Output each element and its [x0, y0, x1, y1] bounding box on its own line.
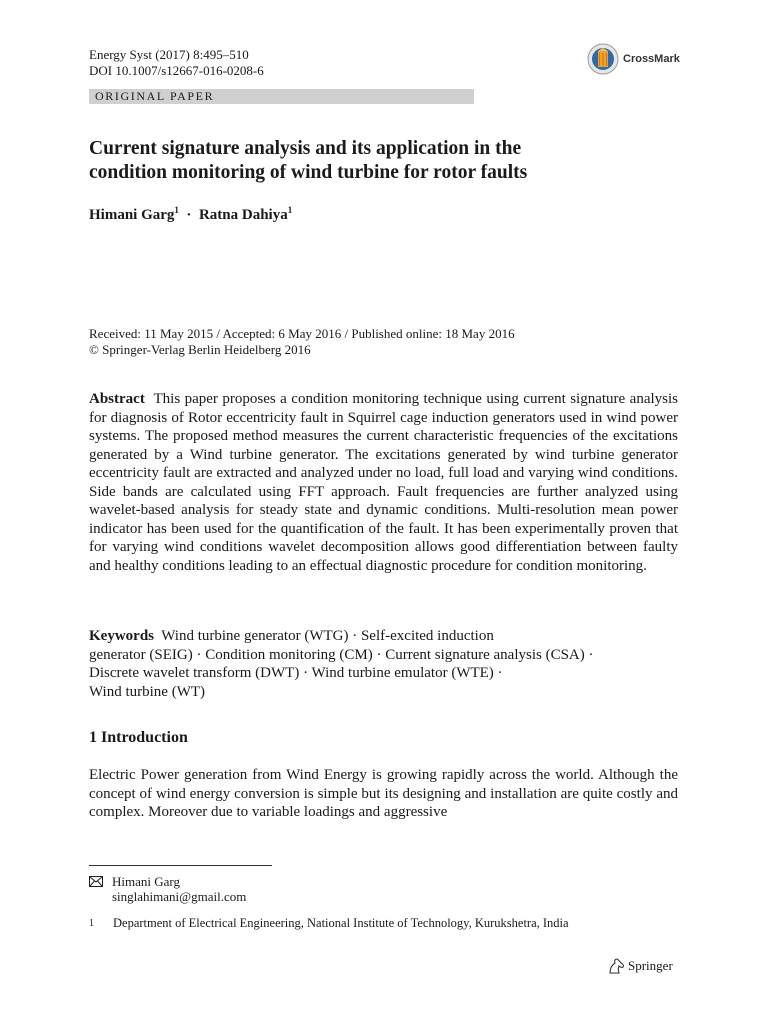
author-name[interactable]: Ratna Dahiya [198, 207, 288, 223]
section-heading-introduction: 1 Introduction [89, 729, 188, 746]
journal-citation: Energy Syst (2017) 8:495–510 [89, 47, 249, 62]
title-line-2: condition monitoring of wind turbine for rotor faults [89, 162, 528, 183]
keywords-label: Keywords [89, 628, 154, 644]
keywords-line: Wind turbine (WT) [89, 683, 206, 700]
abstract [89, 390, 678, 575]
author-affiliation-mark: 1 [287, 205, 293, 215]
affiliation-number: 1 [89, 918, 94, 929]
footnote-divider [89, 865, 272, 866]
crossmark-badge[interactable] [587, 43, 680, 75]
introduction-text: Electric Power generation from Wind Energy is growing rapidly across the world. Although the concept of wind energy conversion is simple but its designing and installation are quite costly and complex. Moreover due to variable loadings and aggressive [89, 767, 678, 820]
abstract-text: This paper proposes a condition monitoring technique using current signature analysis for diagnosis of Rotor eccentricity fault in Squirrel cage induction generators used in wind power systems. The proposed method measures the current characteristic frequencies of the excitations generated by a Wind turbine generator. The excitations generated by wind turbine generator eccentricity fault are extracted and analyzed under no load, full load and varying wind conditions. Side bands are calculated using FFT approach. Fault frequencies are further analyzed using wavelet-based analysis for steady state and dynamic conditions. Multi-resolution mean power indicator has been used for the quantification of the fault. It has been experimentally proven that for varying wind conditions wavelet decomposition allows good differentiation between faulty and healthy conditions leading to an effectual diagnostic procedure for condition monitoring. [89, 391, 678, 574]
crossmark-icon [587, 43, 619, 75]
publisher-name: Springer [628, 958, 673, 973]
correspondent-email[interactable]: singlahimani@gmail.com [112, 889, 247, 904]
correspondence [89, 874, 246, 904]
keywords-line: Discrete wavelet transform (DWT) · Wind turbine emulator (WTE) · [89, 665, 503, 681]
author-affiliation-mark: 1 [174, 205, 179, 215]
affiliation [89, 916, 569, 931]
author-separator: · [186, 207, 192, 223]
title-line-1: Current signature analysis and its application in the [89, 138, 522, 159]
keywords [89, 627, 678, 701]
author-list [89, 205, 292, 224]
section-label: ORIGINAL PAPER [89, 89, 474, 104]
abstract-label: Abstract [89, 391, 145, 407]
keywords-line: Wind turbine generator (WTG) · Self-excited induction [161, 628, 494, 644]
paper-title [89, 137, 699, 185]
envelope-icon [89, 876, 103, 887]
author-name[interactable]: Himani Garg [89, 207, 175, 223]
journal-meta [89, 47, 264, 79]
affiliation-text: Department of Electrical Engineering, National Institute of Technology, Kurukshetra, India [113, 916, 569, 930]
doi[interactable]: DOI 10.1007/s12667-016-0208-6 [89, 63, 264, 78]
publication-dates [89, 326, 515, 358]
crossmark-label: CrossMark [623, 53, 680, 65]
history-dates: Received: 11 May 2015 / Accepted: 6 May 2016 / Published online: 18 May 2016 [89, 326, 515, 341]
correspondent-name: Himani Garg [112, 874, 180, 889]
copyright-line: © Springer-Verlag Berlin Heidelberg 2016 [89, 342, 311, 357]
springer-horse-icon [607, 958, 625, 974]
publisher-logo [607, 958, 673, 974]
keywords-line: generator (SEIG) · Condition monitoring (CM) · Current signature analysis (CSA) · [89, 646, 594, 663]
